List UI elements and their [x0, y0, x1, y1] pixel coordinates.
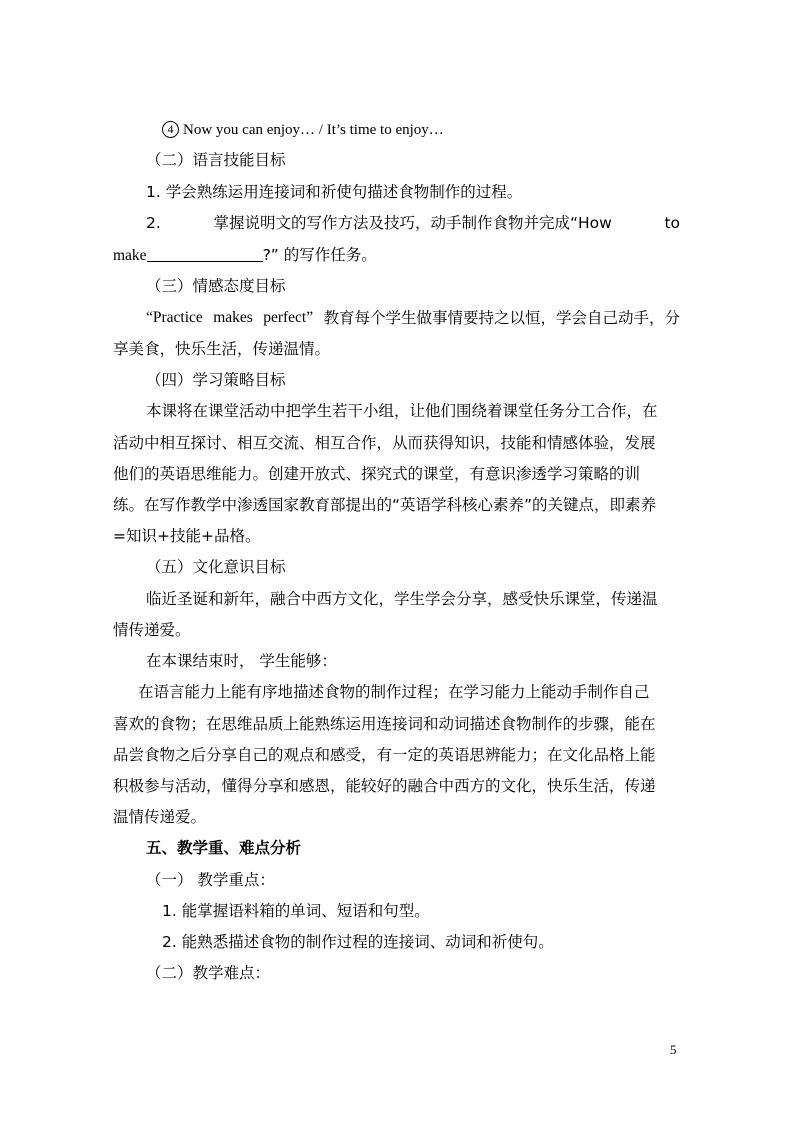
- section-heading: 五、教学重、难点分析: [146, 839, 302, 857]
- paragraph-line: 他们的英语思维能力。创建开放式、探究式的课堂，有意识渗透学习策略的训: [113, 465, 641, 483]
- line-item-4: [162, 121, 444, 139]
- paragraph-line: 温情传递爱。: [113, 808, 207, 826]
- continuation-line: [113, 246, 377, 265]
- fill-blank: [147, 248, 263, 262]
- paragraph-text: 教育每个学生做事情要持之以恒，学会自己动手，分: [323, 309, 680, 327]
- subheading-learning-strategy: （四）学习策略目标: [146, 371, 286, 389]
- paragraph-line: 在本课结束时， 学生能够：: [146, 652, 337, 670]
- paragraph-line: 积极参与活动，懂得分享和感恩，能较好的融合中西方的文化，快乐生活，传递: [113, 777, 656, 795]
- continuation-text: ?” 的写作任务。: [262, 246, 377, 264]
- subheading-culture-awareness: （五）文化意识目标: [146, 558, 286, 576]
- paragraph-line: [146, 309, 680, 327]
- quote-word: perfect”: [263, 309, 314, 326]
- item-text: Now you can enjoy… / It’s time to enjoy…: [183, 122, 444, 138]
- quote-word: “Practice: [146, 309, 203, 326]
- paragraph-line: 喜欢的食物；在思维品质上能熟练运用连接词和动词描述食物制作的步骤，能在: [113, 715, 656, 733]
- subheading-key-points: （一） 教学重点：: [146, 871, 275, 889]
- paragraph-line: 享美食，快乐生活，传递温情。: [113, 340, 331, 358]
- page-number: 5: [670, 1042, 677, 1057]
- paragraph-line: 在语言能力上能有序地描述食物的制作过程；在学习能力上能动手制作自己: [138, 683, 650, 701]
- subheading-difficult-points: （二）教学难点：: [146, 964, 271, 982]
- list-end-word: to: [664, 214, 680, 232]
- paragraph-line: 品尝食物之后分享自己的观点和感受，有一定的英语思辨能力；在文化品格上能: [113, 746, 656, 764]
- make-word: make: [113, 247, 147, 264]
- paragraph-line: 临近圣诞和新年，融合中西方文化，学生学会分享，感受快乐课堂，传递温: [146, 590, 658, 608]
- quote-word: makes: [213, 309, 253, 326]
- paragraph-line: 练。在写作教学中渗透国家教育部提出的“英语学科核心素养”的关键点，即素养: [113, 496, 657, 514]
- circled-number: 4: [162, 121, 179, 138]
- subheading-emotion-goals: （三）情感态度目标: [146, 277, 286, 295]
- paragraph-line: 情传递爱。: [113, 621, 191, 639]
- list-item: 1. 学会熟练运用连接词和祈使句描述食物制作的过程。: [146, 183, 523, 201]
- list-text: 掌握说明文的写作方法及技巧，动手制作食物并完成“How: [213, 214, 612, 232]
- list-item-justified: [146, 214, 680, 232]
- list-number: 2.: [146, 214, 161, 232]
- paragraph-line: 活动中相互探讨、相互交流、相互合作，从而获得知识，技能和情感体验，发展: [113, 434, 656, 452]
- paragraph-line: 本课将在课堂活动中把学生若干小组，让他们围绕着课堂任务分工合作，在: [146, 402, 658, 420]
- list-item: 2. 能熟悉描述食物的制作过程的连接词、动词和祈使句。: [162, 933, 554, 951]
- subheading-language-skills: （二）语言技能目标: [146, 151, 286, 169]
- paragraph-line: =知识+技能+品格。: [113, 527, 261, 545]
- list-item: 1. 能掌握语料箱的单词、短语和句型。: [162, 902, 430, 920]
